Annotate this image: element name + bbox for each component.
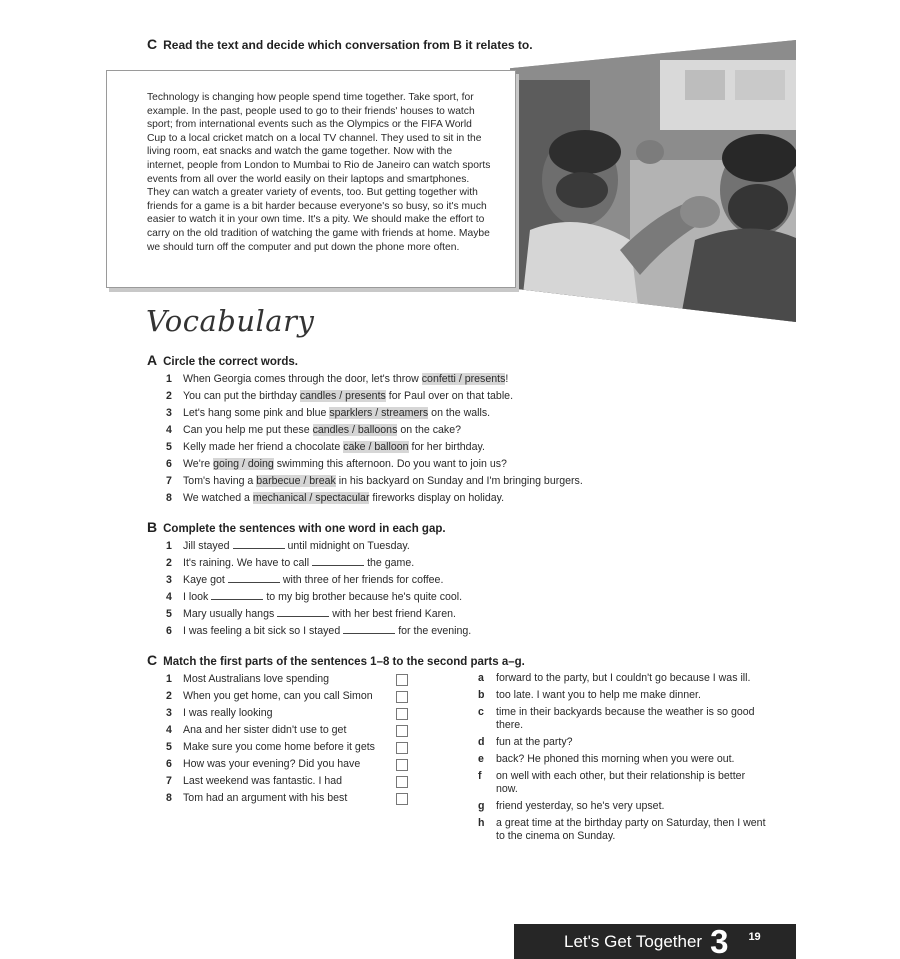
- item-text: Jill stayed: [183, 540, 230, 552]
- item-number: 8: [166, 492, 172, 504]
- instruction-text: Circle the correct words.: [163, 356, 298, 368]
- item-text: for Paul over on that table.: [385, 390, 514, 402]
- answer-gap[interactable]: [277, 608, 329, 617]
- exercise-b-heading: [147, 519, 446, 535]
- second-part-item: [478, 817, 768, 843]
- item-number: 4: [166, 724, 172, 736]
- item-text: Can you help me put these: [183, 424, 313, 436]
- item-text: with three of her friends for coffee.: [282, 574, 444, 586]
- first-part-item: [166, 722, 375, 739]
- exercise-c-heading: [147, 652, 525, 668]
- exercise-b-list: [166, 538, 471, 640]
- exercise-c-second-parts: [478, 672, 768, 847]
- item-text: fun at the party?: [496, 736, 573, 748]
- item-number: 2: [166, 557, 172, 569]
- item-text: Tom's having a: [183, 475, 257, 487]
- item-text: forward to the party, but I couldn't go because I was ill.: [496, 672, 751, 684]
- first-part-item: [166, 773, 375, 790]
- item-text: for the evening.: [398, 625, 472, 637]
- word-choice[interactable]: candles / balloons: [312, 424, 398, 436]
- second-part-item: [478, 706, 768, 732]
- item-text: Let's hang some pink and blue: [183, 407, 330, 419]
- exercise-item: [166, 473, 583, 490]
- answer-box[interactable]: [396, 691, 408, 703]
- instruction-text: Complete the sentences with one word in each gap.: [163, 523, 446, 535]
- item-number: 1: [166, 673, 172, 685]
- item-text: I look: [183, 591, 209, 603]
- item-text: When you get home, can you call Simon: [183, 690, 373, 702]
- item-text: with her best friend Karen.: [332, 608, 456, 620]
- item-text: You can put the birthday: [183, 390, 300, 402]
- item-letter: b: [478, 689, 485, 701]
- exercise-item: [166, 490, 583, 507]
- answer-gap[interactable]: [228, 574, 280, 583]
- exercise-letter: C: [147, 652, 158, 668]
- word-choice[interactable]: cake / balloon: [343, 441, 409, 453]
- item-text: a great time at the birthday party on Saturday, then I went to the cinema on Sunday.: [496, 817, 766, 842]
- item-number: 1: [166, 540, 172, 552]
- item-letter: h: [478, 817, 485, 829]
- item-text: I was really looking: [183, 707, 273, 719]
- instruction-text: Match the first parts of the sentences 1–8 to the second parts a–g.: [163, 656, 525, 668]
- exercise-letter: A: [147, 352, 158, 368]
- item-text: on the cake?: [397, 424, 461, 436]
- item-number: 5: [166, 741, 172, 753]
- word-choice[interactable]: mechanical / spectacular: [252, 492, 370, 504]
- first-part-item: [166, 688, 375, 705]
- item-number: 5: [166, 441, 172, 453]
- item-letter: f: [478, 770, 482, 782]
- item-number: 5: [166, 608, 172, 620]
- vocabulary-title: Vocabulary: [146, 304, 315, 338]
- friends-watching-sport-photo: [510, 40, 796, 322]
- word-choice[interactable]: going / doing: [213, 458, 274, 470]
- answer-box[interactable]: [396, 793, 408, 805]
- word-choice[interactable]: barbecue / break: [256, 475, 336, 487]
- reading-passage: Technology is changing how people spend time together. Take sport, for example. In the past, people used to go to their friends' houses to watch sport; from international events such as the Olympics or the FIFA World Cup to a local cricket match on a local TV channel. They used to sit in the living room, eat snacks and watch the game together. Now with the internet, people from London to Mumbai to Rio de Janeiro can watch sports events from all over the world easily on their laptops and smartphones. They can watch a greater variety of events, too. But getting together with friends for a game is a bit harder because everyone's so busy, so it's much easier to watch it in your own time. It's a pity. We should make the effort to carry on the old tradition of watching the game with friends at home. Maybe we should turn off the computer and put down the phone more often.: [147, 92, 491, 253]
- item-text: How was your evening? Did you have: [183, 758, 361, 770]
- item-text: fireworks display on holiday.: [369, 492, 505, 504]
- item-number: 3: [166, 707, 172, 719]
- item-text: swimming this afternoon. Do you want to join us?: [273, 458, 507, 470]
- second-part-item: [478, 689, 768, 702]
- first-part-item: [166, 790, 375, 807]
- answer-box[interactable]: [396, 708, 408, 720]
- exercise-item: [166, 422, 583, 439]
- item-text: Most Australians love spending: [183, 673, 330, 685]
- exercise-letter: C: [147, 36, 158, 52]
- first-part-item: [166, 739, 375, 756]
- item-text: We're: [183, 458, 214, 470]
- item-number: 6: [166, 758, 172, 770]
- first-part-item: [166, 705, 375, 722]
- answer-gap[interactable]: [343, 625, 395, 634]
- reading-instruction: [147, 36, 533, 52]
- exercise-item: [166, 538, 471, 555]
- item-number: 3: [166, 574, 172, 586]
- second-part-item: [478, 753, 768, 766]
- item-text: on the walls.: [428, 407, 491, 419]
- item-number: 2: [166, 690, 172, 702]
- exercise-a-heading: [147, 352, 298, 368]
- item-number: 4: [166, 591, 172, 603]
- item-number: 2: [166, 390, 172, 402]
- instruction-text: Read the text and decide which conversation from B it relates to.: [163, 38, 533, 52]
- word-choice[interactable]: confetti / presents: [421, 373, 506, 385]
- answer-box[interactable]: [396, 742, 408, 754]
- exercise-item: [166, 555, 471, 572]
- item-text: I was feeling a bit sick so I stayed: [183, 625, 341, 637]
- second-part-item: [478, 800, 768, 813]
- item-text: Make sure you come home before it gets: [183, 741, 375, 753]
- item-text: back? He phoned this morning when you were out.: [496, 753, 735, 765]
- unit-number: 3: [710, 923, 729, 959]
- exercise-a-list: [166, 371, 583, 507]
- word-choice[interactable]: sparklers / streamers: [329, 407, 429, 419]
- item-text: the game.: [367, 557, 415, 569]
- item-number: 7: [166, 775, 172, 787]
- first-part-item: [166, 671, 375, 688]
- item-letter: a: [478, 672, 484, 684]
- answer-box[interactable]: [396, 725, 408, 737]
- item-number: 1: [166, 373, 172, 385]
- exercise-item: [166, 456, 583, 473]
- second-part-item: [478, 672, 768, 685]
- item-letter: g: [478, 800, 485, 812]
- item-text: Ana and her sister didn't use to get: [183, 724, 347, 736]
- item-number: 6: [166, 625, 172, 637]
- answer-box[interactable]: [396, 759, 408, 771]
- page-number: 19: [748, 930, 761, 943]
- exercise-item: [166, 606, 471, 623]
- item-text: on well with each other, but their relationship is better now.: [496, 770, 746, 795]
- exercise-item: [166, 572, 471, 589]
- exercise-item: [166, 589, 471, 606]
- item-text: until midnight on Tuesday.: [287, 540, 410, 552]
- second-part-item: [478, 770, 768, 796]
- item-text: for her birthday.: [408, 441, 485, 453]
- item-text: time in their backyards because the weather is so good there.: [496, 706, 755, 731]
- exercise-item: [166, 623, 471, 640]
- answer-gap[interactable]: [211, 591, 263, 600]
- item-text: When Georgia comes through the door, let's throw: [183, 373, 422, 385]
- exercise-c-first-parts: [166, 671, 375, 807]
- page-footer: [514, 924, 796, 959]
- item-text: It's raining. We have to call: [183, 557, 310, 569]
- item-number: 6: [166, 458, 172, 470]
- answer-box[interactable]: [396, 776, 408, 788]
- item-letter: d: [478, 736, 485, 748]
- exercise-item: [166, 388, 583, 405]
- item-text: Mary usually hangs: [183, 608, 275, 620]
- exercise-item: [166, 439, 583, 456]
- first-part-item: [166, 756, 375, 773]
- item-letter: e: [478, 753, 484, 765]
- item-text: to my big brother because he's quite cool.: [266, 591, 463, 603]
- item-number: 8: [166, 792, 172, 804]
- item-text: in his backyard on Sunday and I'm bringing burgers.: [335, 475, 583, 487]
- answer-gap[interactable]: [312, 557, 364, 566]
- item-text: Tom had an argument with his best: [183, 792, 348, 804]
- reading-text-box: [106, 70, 516, 288]
- second-part-item: [478, 736, 768, 749]
- exercise-letter: B: [147, 519, 158, 535]
- item-text: Kaye got: [183, 574, 225, 586]
- item-number: 7: [166, 475, 172, 487]
- item-letter: c: [478, 706, 484, 718]
- item-text: too late. I want you to help me make dinner.: [496, 689, 701, 701]
- item-text: !: [505, 373, 509, 385]
- exercise-item: [166, 405, 583, 422]
- item-text: Kelly made her friend a chocolate: [183, 441, 344, 453]
- unit-title: Let's Get Together: [564, 931, 703, 951]
- item-text: We watched a: [183, 492, 253, 504]
- word-choice[interactable]: candles / presents: [299, 390, 386, 402]
- answer-gap[interactable]: [233, 540, 285, 549]
- item-text: friend yesterday, so he's very upset.: [496, 800, 665, 812]
- item-text: Last weekend was fantastic. I had: [183, 775, 342, 787]
- item-number: 4: [166, 424, 172, 436]
- item-number: 3: [166, 407, 172, 419]
- exercise-item: [166, 371, 583, 388]
- answer-box[interactable]: [396, 674, 408, 686]
